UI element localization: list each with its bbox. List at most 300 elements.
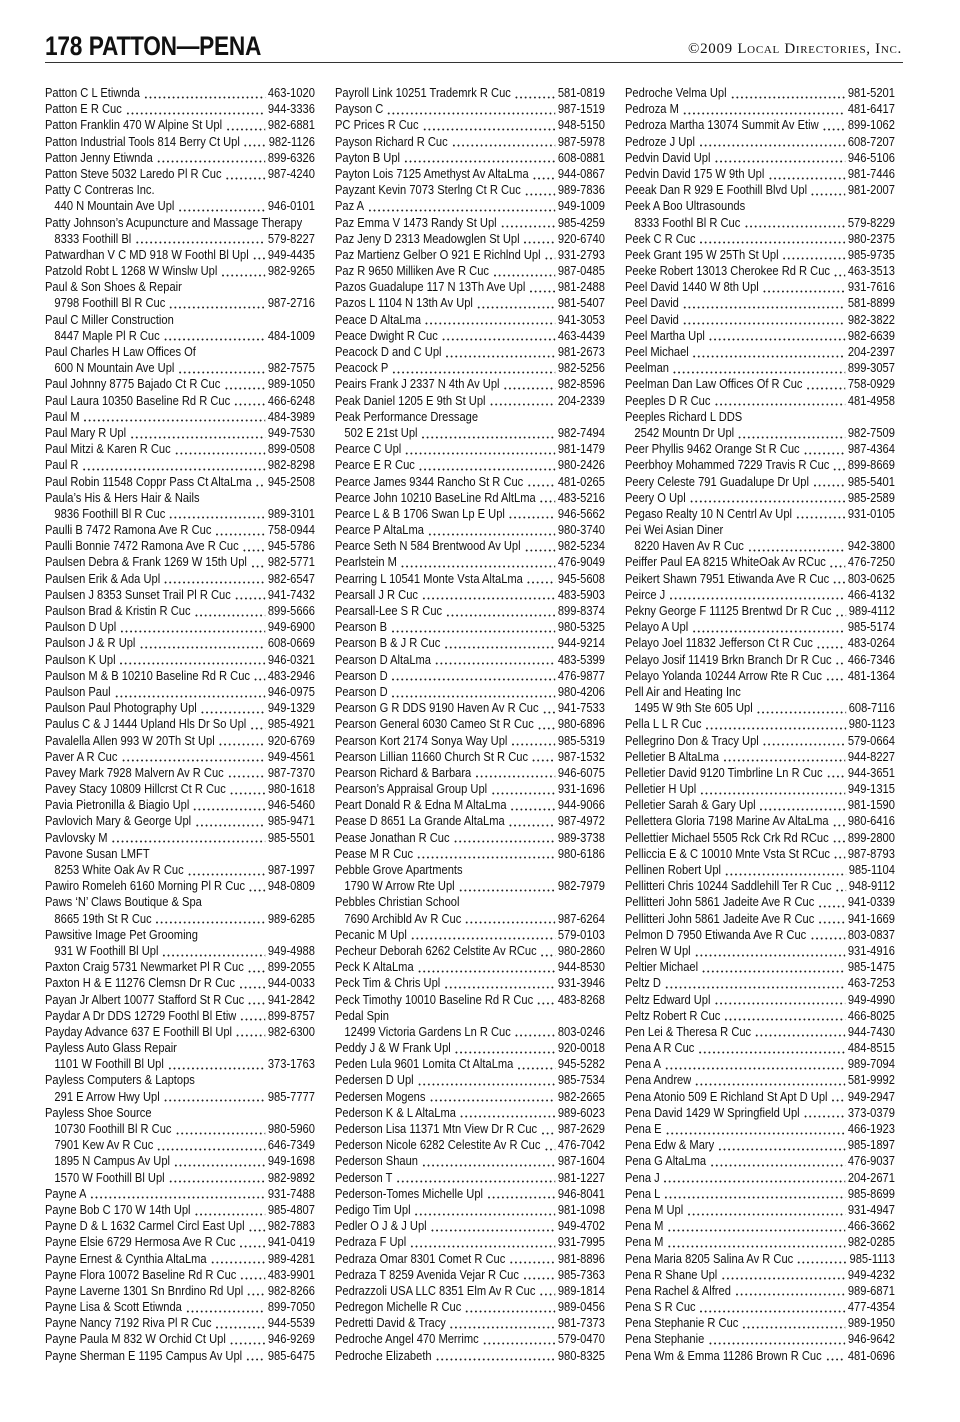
leader-dots	[491, 781, 556, 797]
listing-name: Pebble Grove Apartments	[335, 862, 463, 877]
leader-dots	[692, 344, 845, 360]
listing-phone: 985-5401	[847, 473, 895, 489]
listing-entry	[335, 247, 605, 263]
leader-dots	[163, 1089, 265, 1105]
leader-dots	[522, 1267, 555, 1283]
leader-dots	[689, 490, 845, 506]
listing-heading	[335, 894, 605, 910]
listing-heading	[45, 490, 315, 506]
leader-dots	[532, 166, 555, 182]
leader-dots	[541, 1121, 556, 1137]
leader-dots	[527, 474, 556, 490]
listing-name: Pedroze J Upl	[625, 133, 695, 149]
listing-name: Pedersen D Upl	[335, 1072, 414, 1088]
listing-name: Payday Advance 637 E Foothill Bl Upl	[45, 1023, 233, 1039]
listing-phone: 899-5666	[267, 603, 315, 618]
listing-entry	[335, 457, 605, 473]
listing-heading	[335, 1008, 605, 1024]
listing-name: Pena Stephanie	[625, 1331, 705, 1347]
leader-dots	[164, 571, 266, 587]
listing-name: Paulli B 7472 Ramona Ave R Cuc	[45, 522, 212, 538]
listing-name: Pearce E R Cuc	[335, 457, 415, 473]
listing-phone: 477-4354	[847, 1299, 895, 1315]
listing-entry	[335, 150, 605, 166]
listing-phone: 484-8515	[847, 1040, 895, 1056]
listing-name: Payson Richard R Cuc	[335, 133, 448, 149]
leader-dots	[156, 150, 265, 166]
leader-dots	[539, 490, 555, 506]
listing-entry	[335, 376, 605, 392]
listing-entry	[625, 1170, 895, 1186]
leader-dots	[193, 797, 266, 813]
listing-name: Peairs Frank J 2337 N 4th Av Upl	[335, 376, 500, 392]
listing-name: Pena A	[625, 1056, 661, 1072]
listing-phone: 931-7616	[847, 279, 895, 295]
listing-address-line	[45, 911, 315, 927]
listing-phone: 985-7777	[267, 1088, 315, 1104]
listing-phone: 899-8669	[847, 457, 895, 473]
leader-dots	[226, 117, 266, 133]
listing-phone: 579-8229	[847, 214, 895, 230]
listing-phone: 646-7349	[267, 1137, 315, 1153]
listing-entry	[335, 134, 605, 150]
leader-dots	[396, 1170, 555, 1186]
listing-phone: 982-7883	[267, 1218, 315, 1234]
listing-phone: 982-6881	[267, 117, 315, 133]
listing-entry	[335, 1218, 605, 1234]
leader-dots	[392, 360, 556, 376]
leader-dots	[83, 409, 265, 425]
listing-name: Pellitteri John 5861 Jadeite Ave R Cuc	[625, 894, 815, 910]
listing-name: Pei Wei Asian Diner	[625, 522, 724, 538]
listing-phone: 981-1227	[557, 1169, 605, 1185]
listing-phone: 758-0929	[847, 376, 895, 392]
listing-name: Pedler O J & J Upl	[335, 1218, 427, 1234]
leader-dots	[143, 85, 265, 101]
listing-name: Pedraza T 8259 Avenida Vejar R Cuc	[335, 1266, 519, 1282]
listing-name: Patzold Robt L 1268 W Winslw Upl	[45, 263, 218, 279]
listing-phone: 463-3513	[847, 263, 895, 279]
listing-entry	[335, 1299, 605, 1315]
listing-column-3	[625, 85, 895, 1364]
listing-entry	[45, 1234, 315, 1250]
listing-phone: 985-1897	[847, 1137, 895, 1153]
listing-name: Payson C	[335, 101, 384, 117]
listing-entry	[45, 263, 315, 279]
listing-name: Pavia Pietronilla & Biagio Upl	[45, 797, 190, 813]
leader-dots	[806, 376, 845, 392]
listing-phone: 982-5256	[557, 360, 605, 376]
listing-name: Pena M Upl	[625, 1201, 684, 1217]
listing-entry	[45, 635, 315, 651]
listing-entry	[625, 1105, 895, 1121]
listing-phone: 944-9214	[557, 635, 605, 651]
leader-dots	[768, 166, 846, 182]
listing-phone: 481-0696	[847, 1347, 895, 1363]
listing-name: Payless Auto Glass Repair	[45, 1040, 177, 1056]
leader-dots	[476, 295, 555, 311]
listing-entry	[625, 959, 895, 975]
leader-dots	[825, 668, 845, 684]
listing-name: 1570 W Foothill Bl Upl	[54, 1169, 165, 1185]
listing-phone: 980-5960	[267, 1121, 315, 1136]
listing-name: 291 E Arrow Hwy Upl	[54, 1088, 160, 1104]
listing-entry	[335, 1348, 605, 1364]
listing-name: Patty C Contreras Inc.	[45, 182, 155, 198]
leader-dots	[449, 1315, 555, 1331]
leader-dots	[508, 506, 555, 522]
listing-phone: 987-1519	[557, 101, 605, 117]
leader-dots	[542, 700, 555, 716]
leader-dots	[687, 1202, 846, 1218]
listing-entry	[45, 797, 315, 813]
listing-phone: 608-7207	[847, 133, 895, 149]
listing-name: Pearson D AltaLma	[335, 651, 431, 667]
listing-entry	[335, 587, 605, 603]
listing-entry	[45, 1024, 315, 1040]
leader-dots	[242, 538, 265, 554]
listing-entry	[335, 1234, 605, 1250]
listing-entry	[625, 781, 895, 797]
leader-dots	[795, 506, 845, 522]
listing-entry	[335, 1170, 605, 1186]
listing-phone: 949-2947	[847, 1088, 895, 1104]
listing-name: Pazos L 1104 N 13th Av Upl	[335, 295, 473, 311]
listing-phone: 982-8596	[557, 376, 605, 392]
listing-phone: 981-5201	[847, 85, 895, 100]
leader-dots	[400, 554, 555, 570]
listing-phone: 463-1020	[267, 85, 315, 100]
listing-entry	[625, 150, 895, 166]
listing-phone: 899-2800	[847, 829, 895, 845]
listing-phone: 608-7116	[848, 700, 895, 716]
listing-entry	[45, 733, 315, 749]
leader-dots	[248, 1218, 265, 1234]
listing-entry	[625, 1040, 895, 1056]
listing-entry	[335, 797, 605, 813]
listing-address-line	[335, 911, 605, 927]
listing-entry	[335, 198, 605, 214]
listing-entry	[335, 1040, 605, 1056]
listing-phone: 987-1532	[557, 748, 605, 764]
listing-phone: 987-8793	[847, 845, 895, 861]
listing-entry	[625, 733, 895, 749]
leader-dots	[227, 765, 265, 781]
listing-name: Pena G AltaLma	[625, 1153, 707, 1169]
listing-phone: 985-5174	[847, 619, 895, 635]
listing-name: Pelayo Josif 11419 Brkn Branch Dr R Cuc	[625, 651, 832, 667]
listing-entry	[45, 1251, 315, 1267]
listing-phone: 985-5319	[557, 732, 605, 748]
listing-name: Pease M R Cuc	[335, 845, 414, 861]
leader-dots	[734, 1283, 845, 1299]
listing-address-line	[45, 328, 315, 344]
leader-dots	[663, 1170, 845, 1186]
leader-dots	[797, 1251, 847, 1267]
listing-name: 8253 White Oak Av R Cuc	[54, 862, 184, 877]
listing-name: Pena Maria 8205 Salina Av R Cuc	[625, 1250, 794, 1266]
leader-dots	[421, 587, 555, 603]
listing-phone: 483-8268	[557, 991, 605, 1007]
listing-entry	[625, 312, 895, 328]
leader-dots	[833, 457, 846, 473]
listing-phone: 581-9992	[847, 1072, 895, 1088]
listing-entry	[335, 117, 605, 133]
leader-dots	[239, 1234, 265, 1250]
listing-phone: 920-0018	[557, 1040, 605, 1056]
listing-entry	[45, 1202, 315, 1218]
listing-phone: 476-9049	[557, 554, 605, 570]
leader-dots	[445, 344, 555, 360]
listing-name: Pedroza Martha 13074 Summit Av Etiw	[625, 117, 819, 133]
listing-phone: 931-7995	[557, 1234, 605, 1250]
listing-phone: 949-1009	[557, 198, 605, 214]
listing-name: Patton E R Cuc	[45, 101, 122, 117]
listing-name: Payan Jr Albert 10077 Stafford St R Cuc	[45, 991, 245, 1007]
listing-phone: 579-8227	[267, 230, 315, 246]
listing-phone: 989-4281	[267, 1250, 315, 1266]
leader-dots	[416, 846, 555, 862]
leader-dots	[195, 813, 266, 829]
listing-entry	[625, 975, 895, 991]
leader-dots	[756, 700, 846, 716]
listing-phone: 982-0285	[847, 1234, 895, 1250]
leader-dots	[714, 393, 845, 409]
listing-entry	[335, 1186, 605, 1202]
listing-phone: 920-6769	[267, 732, 315, 748]
listing-phone: 579-0664	[847, 732, 895, 748]
leader-dots	[162, 943, 265, 959]
listing-phone: 466-6248	[267, 392, 315, 408]
leader-dots	[835, 652, 845, 668]
listing-name: Pegaso Realty 10 N Centrl Av Upl	[625, 505, 793, 521]
listing-heading	[335, 862, 605, 878]
leader-dots	[699, 1299, 845, 1315]
listing-phone: 987-2716	[267, 295, 315, 311]
listing-phone: 941-7533	[557, 700, 605, 716]
listing-entry	[625, 619, 895, 635]
listing-phone: 204-2339	[557, 392, 605, 408]
listing-entry	[335, 490, 605, 506]
listing-phone: 463-4439	[557, 327, 605, 343]
listing-entry	[625, 911, 895, 927]
listing-entry	[335, 700, 605, 716]
listing-name: Paxton Craig 5731 Newmarket Pl R Cuc	[45, 959, 244, 975]
listing-name: Patton C L Etiwnda	[45, 85, 140, 100]
listing-phone: 989-6285	[267, 910, 315, 926]
listing-phone: 946-0975	[267, 683, 315, 699]
leader-dots	[714, 992, 845, 1008]
listing-name: Pena Stephanie R Cuc	[625, 1315, 739, 1331]
leader-dots	[755, 1024, 846, 1040]
listing-phone: 946-6075	[557, 764, 605, 780]
listing-phone: 982-8298	[267, 457, 315, 473]
leader-dots	[173, 1153, 265, 1169]
listing-phone: 899-3057	[847, 360, 895, 376]
listing-phone: 758-0944	[267, 522, 315, 538]
leader-dots	[169, 295, 266, 311]
listing-address-line	[45, 198, 315, 214]
listing-name: Peery Celeste 791 Guadalupe Dr Upl	[625, 473, 809, 489]
listing-name: Paz A	[335, 198, 365, 214]
listing-name: Pederson T	[335, 1169, 393, 1185]
listing-phone: 941-0419	[267, 1234, 315, 1250]
listing-entry	[625, 85, 895, 101]
listing-name: Peak Daniel 1205 E 9th St Upl	[335, 392, 486, 408]
listing-phone: 980-4206	[557, 683, 605, 699]
listing-name: Paulli Bonnie 7472 Ramona Ave R Cuc	[45, 538, 239, 554]
leader-dots	[234, 587, 265, 603]
leader-dots	[120, 619, 266, 635]
leader-dots	[410, 927, 555, 943]
leader-dots	[155, 911, 265, 927]
listing-name: Peltz Robert R Cuc	[625, 1007, 721, 1023]
listing-name: Pedroche Velma Upl	[625, 85, 727, 100]
listing-phone: 980-1618	[267, 781, 315, 797]
listing-name: Pena Edw & Mary	[625, 1137, 715, 1153]
copyright-notice: ©2009 Local Directories, Inc.	[687, 41, 902, 57]
leader-dots	[430, 1218, 555, 1234]
listing-entry	[335, 846, 605, 862]
leader-dots	[818, 894, 846, 910]
listing-entry	[45, 1299, 315, 1315]
listing-name: Pena Atonio 509 E Richland St Apt D Upl	[625, 1088, 828, 1104]
listing-address-line	[45, 1089, 315, 1105]
listing-name: Pena David 1429 W Springfield Upl	[625, 1104, 800, 1120]
listing-phone: 948-0809	[267, 878, 315, 894]
listing-entry	[45, 554, 315, 570]
listing-entry	[625, 1315, 895, 1331]
listing-name: Paul Laura 10350 Baseline Rd R Cuc	[45, 392, 231, 408]
leader-dots	[744, 215, 846, 231]
listing-name: Peltier Michael	[625, 959, 699, 975]
listing-phone: 481-0265	[557, 473, 605, 489]
listing-entry	[335, 668, 605, 684]
listing-entry	[335, 554, 605, 570]
listing-phone: 989-3101	[267, 505, 315, 521]
listing-phone: 987-4972	[557, 813, 605, 829]
listing-name: Peery O Upl	[625, 489, 686, 505]
leader-dots	[215, 522, 265, 538]
listing-name: Payne A	[45, 1185, 87, 1201]
listing-name: 1101 W Foothill Bl Upl	[54, 1056, 164, 1072]
listing-phone: 982-6639	[847, 327, 895, 343]
leader-dots	[482, 1331, 555, 1347]
leader-dots	[540, 943, 555, 959]
listing-name: Paul M	[45, 408, 80, 424]
listing-phone: 803-0246	[557, 1023, 605, 1039]
listing-entry	[625, 862, 895, 878]
listing-name: Pen Lei & Theresa R Cuc	[625, 1023, 752, 1039]
listing-entry	[335, 652, 605, 668]
listing-column-1	[45, 85, 315, 1364]
listing-name: 8447 Maple Pl R Cuc	[54, 327, 160, 343]
leader-dots	[724, 862, 846, 878]
listing-entry	[335, 1072, 605, 1088]
listing-phone: 985-1113	[849, 1250, 895, 1266]
listing-phone: 982-6547	[267, 570, 315, 586]
listing-phone: 980-8325	[557, 1347, 605, 1363]
leader-dots	[818, 911, 846, 927]
listing-name: Payne Bob C 170 W 14th Upl	[45, 1201, 191, 1217]
leader-dots	[835, 603, 846, 619]
listing-name: Pavlovsky M	[45, 829, 108, 845]
listing-name: Pena R Shane Upl	[625, 1266, 718, 1282]
listing-phone: 949-6900	[267, 619, 315, 635]
listing-name: 1495 W 9th Ste 605 Upl	[634, 700, 753, 716]
listing-phone: 948-9112	[848, 878, 895, 894]
listing-name: Pelletier David 9120 Timbrline Ln R Cuc	[625, 764, 823, 780]
leader-dots	[811, 182, 846, 198]
listing-entry	[625, 182, 895, 198]
leader-dots	[458, 878, 555, 894]
listing-name: Pellitteri Chris 10244 Saddlehill Ter R Cuc	[625, 878, 832, 894]
leader-dots	[509, 1251, 556, 1267]
listing-entry	[625, 797, 895, 813]
leader-dots	[229, 1331, 265, 1347]
listing-entry	[335, 522, 605, 538]
listing-name: Paz Emma V 1473 Randy St Upl	[335, 214, 497, 230]
listing-heading	[335, 409, 605, 425]
listing-entry	[335, 279, 605, 295]
listing-name: Pellettera Gloria 7198 Marine Av AltaLma	[625, 813, 829, 829]
listing-name: Peel David 1440 W 8th Upl	[625, 279, 759, 295]
leader-dots	[682, 312, 845, 328]
listing-entry	[45, 538, 315, 554]
listing-entry	[335, 1137, 605, 1153]
leader-dots	[121, 749, 265, 765]
listing-entry	[335, 1105, 605, 1121]
listing-phone: 484-1009	[267, 327, 315, 343]
listing-phone: 982-7575	[267, 360, 315, 376]
leader-dots	[738, 425, 846, 441]
listing-name: Payne Nancy 7192 Riva Pl R Cuc	[45, 1315, 212, 1331]
listing-entry	[625, 749, 895, 765]
listing-phone: 899-6326	[267, 149, 315, 165]
leader-dots	[224, 376, 266, 392]
listing-address-line	[45, 862, 315, 878]
listing-phone: 987-7370	[267, 764, 315, 780]
listing-entry	[625, 1121, 895, 1137]
leader-dots	[454, 1040, 555, 1056]
listing-phone: 949-4702	[557, 1218, 605, 1234]
listing-entry	[45, 781, 315, 797]
listing-entry	[625, 441, 895, 457]
listing-entry	[335, 1331, 605, 1347]
listing-name: Pavey Mark 7928 Malvern Av R Cuc	[45, 764, 224, 780]
leader-dots	[417, 959, 555, 975]
listing-phone: 982-1126	[268, 133, 315, 149]
listing-phone: 941-7432	[267, 586, 315, 602]
listing-name: Pedroche Elizabeth	[335, 1347, 432, 1363]
leader-dots	[82, 457, 265, 473]
listing-name: Pena Wm & Emma 11286 Brown R Cuc	[625, 1347, 822, 1363]
listing-phone: 981-2007	[847, 182, 895, 198]
listing-entry	[625, 393, 895, 409]
listing-name: Pederson Shaun	[335, 1153, 419, 1169]
listing-name: Pearce P AltaLma	[335, 522, 424, 538]
listing-name: Pease Jonathan R Cuc	[335, 829, 450, 845]
listing-phone: 941-2842	[267, 991, 315, 1007]
listing-entry	[335, 813, 605, 829]
leader-dots	[246, 1348, 266, 1364]
listing-phone: 476-7042	[557, 1137, 605, 1153]
listing-entry	[335, 474, 605, 490]
listing-name: Pearce L & B 1706 Swan Lp E Upl	[335, 505, 505, 521]
listing-entry	[45, 571, 315, 587]
listing-name: Pell Air and Heating Inc	[625, 683, 741, 699]
listing-entry	[625, 166, 895, 182]
